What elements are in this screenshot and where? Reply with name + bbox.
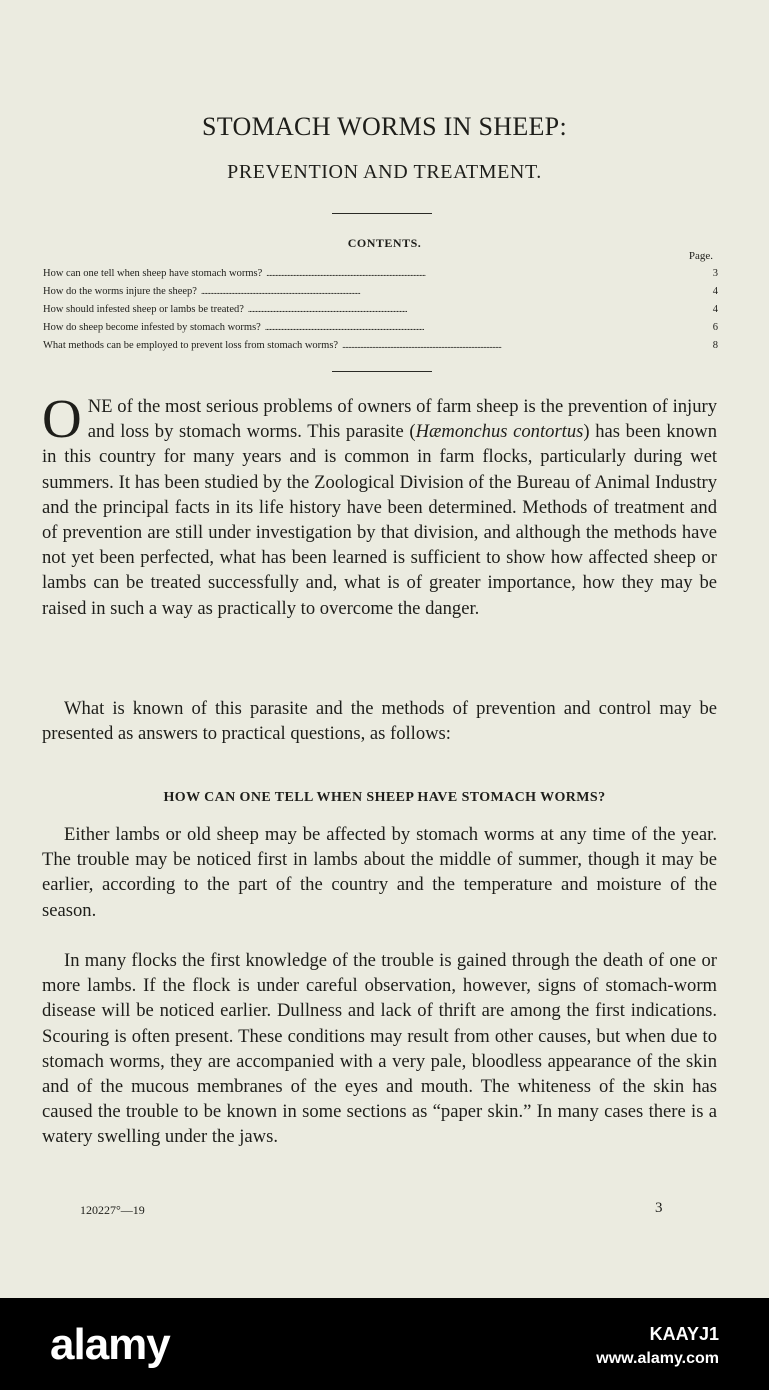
divider-rule bbox=[332, 213, 432, 214]
paragraph: In many flocks the first knowledge of the trouble is gained through the death of one or more lambs. If the flock is under careful observation, however, signs of stomach-worm disease will be noticed earlier. Dullness and lack of thrift are among the first indications. Scouring is often present. These conditions may result from other causes, but when due to stomach worms, they are accompanied with a very pale, bloodless appearance of the skin and of the mucous membranes of the eyes and mouth. The whiteness of the skin has caused the trouble to be known in some sections as “paper skin.” In many cases there is a watery swelling under the jaws. bbox=[42, 950, 717, 1148]
drop-cap: O bbox=[42, 388, 82, 449]
toc-leader-dots bbox=[342, 340, 690, 351]
toc-entry-label: How should infested sheep or lambs be treated? bbox=[43, 304, 244, 315]
toc-entry bbox=[43, 286, 718, 304]
toc-entry-label: How can one tell when sheep have stomach worms? bbox=[43, 268, 263, 279]
divider-rule bbox=[332, 371, 432, 372]
footer-page-number: 3 bbox=[655, 1200, 663, 1216]
toc-leader-dots bbox=[201, 286, 690, 297]
footer-code: 120227°—19 bbox=[80, 1203, 145, 1217]
image-id: KAAYJ1 bbox=[649, 1324, 719, 1344]
toc-leader-dots bbox=[248, 304, 690, 315]
alamy-logo: alamy bbox=[50, 1320, 170, 1369]
toc-entry bbox=[43, 304, 718, 322]
toc-leader-dots bbox=[266, 268, 690, 279]
watermark-band bbox=[0, 1298, 769, 1390]
toc-entry-label: How do sheep become infested by stomach worms? bbox=[43, 322, 261, 333]
toc-entry-page: 8 bbox=[712, 340, 718, 351]
document-subtitle: PREVENTION AND TREATMENT. bbox=[227, 161, 542, 183]
watermark-url: www.alamy.com bbox=[596, 1350, 719, 1367]
toc-entry-label: How do the worms injure the sheep? bbox=[43, 286, 197, 297]
toc-entry bbox=[43, 340, 718, 358]
toc-entry bbox=[43, 322, 718, 340]
toc-entry-label: What methods can be employed to prevent loss from stomach worms? bbox=[43, 340, 339, 351]
toc-entry-page: 3 bbox=[712, 268, 718, 279]
toc-entry-page: 6 bbox=[712, 322, 718, 333]
paragraph: Either lambs or old sheep may be affected by stomach worms at any time of the year. The trouble may be noticed first in lambs about the middle of summer, though it may be earlier, according to the part of the country and the temperature and moisture of the season. bbox=[42, 824, 717, 921]
contents-heading: CONTENTS. bbox=[347, 236, 422, 250]
section-heading: HOW CAN ONE TELL WHEN SHEEP HAVE STOMACH WORMS? bbox=[163, 790, 606, 805]
intro-paragraph bbox=[42, 388, 718, 621]
toc-leader-dots bbox=[265, 322, 690, 333]
toc-page-heading: Page. bbox=[688, 250, 713, 262]
intro-text-part2: ) has been known in this country for many years and is common in farm flocks, particularly during wet summers. It has been studied by the Zoological Division of the Bureau of Animal Industry and the principal facts in its life history have been determined. Methods of treatment and of prevention are still under investigation by that division, and although the methods have not yet been perfected, what has been learned is sufficient to show how affected sheep or lambs can be treated successfully and, what is of greater importance, how they may be raised in such a way as practically to overcome the danger. bbox=[42, 421, 718, 619]
toc-entry bbox=[43, 268, 718, 286]
document-title: STOMACH WORMS IN SHEEP: bbox=[202, 112, 567, 141]
toc-entry-page: 4 bbox=[712, 286, 718, 297]
species-name: Hæmonchus contortus bbox=[415, 421, 584, 443]
table-of-contents bbox=[43, 268, 718, 358]
intro-text-part1: NE of the most serious problems of owners of farm sheep is the prevention of injury and loss by stomach worms. This parasite ( bbox=[87, 396, 717, 443]
paragraph: What is known of this parasite and the methods of prevention and control may be presented as answers to practical questions, as follows: bbox=[42, 698, 717, 745]
toc-entry-page: 4 bbox=[712, 304, 718, 315]
